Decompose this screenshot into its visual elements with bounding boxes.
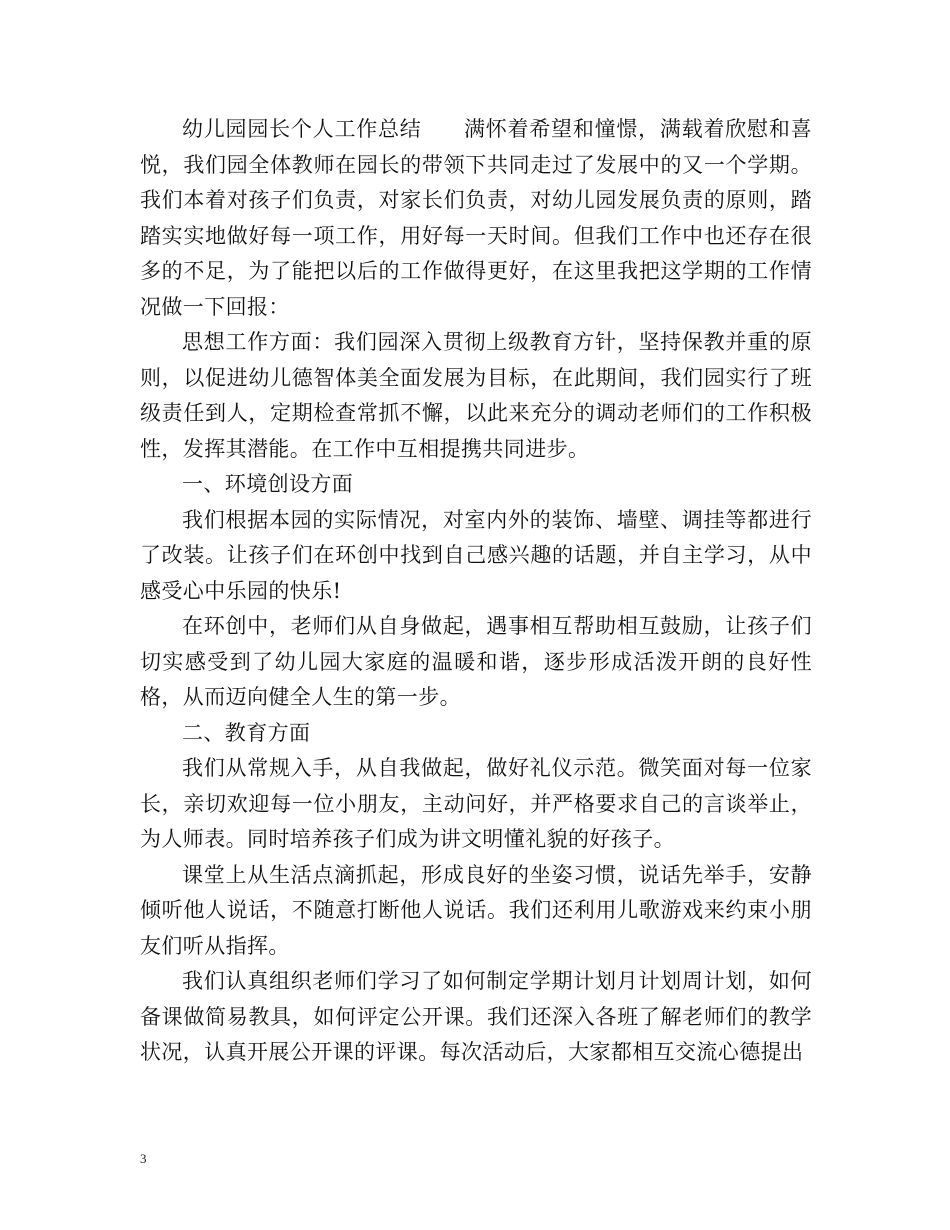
- page-number: 3: [140, 1151, 147, 1166]
- paragraph: 我们根据本园的实际情况，对室内外的装饰、墙壁、调挂等都进行了改装。让孩子们在环创中找到自己感兴趣的话题，并自主学习，从中感受心中乐园的快乐!: [140, 507, 812, 603]
- paragraph: 课堂上从生活点滴抓起，形成良好的坐姿习惯，说话先举手，安静倾听他人说话，不随意打断他人说话。我们还利用儿歌游戏来约束小朋友们听从指挥。: [140, 862, 812, 958]
- section-heading: 二、教育方面: [182, 720, 311, 745]
- paragraph: 我们认真组织老师们学习了如何制定学期计划月计划周计划，如何备课做简易教具，如何评定公开课。我们还深入各班了解老师们的教学状况，认真开展公开课的评课。每次活动后，大家都相互交流心德提出: [140, 969, 812, 1064]
- paragraph: 我们从常规入手，从自我做起，做好礼仪示范。微笑面对每一位家长，亲切欢迎每一位小朋友，主动问好，并严格要求自己的言谈举止，为人师表。同时培养孩子们成为讲文明懂礼貌的好孩子。: [140, 756, 812, 851]
- intro-paragraph: [140, 112, 812, 325]
- document-body: [140, 112, 812, 1071]
- paragraph: 思想工作方面：我们园深入贯彻上级教育方针，坚持保教并重的原则，以促进幼儿德智体美全面发展为目标，在此期间，我们园实行了班级责任到人，定期检查常抓不懈，以此来充分的调动老师们的工作积极性，发挥其潜能。在工作中互相提携共同进步。: [140, 330, 812, 461]
- document-title: 幼儿园园长个人工作总结: [182, 117, 422, 141]
- section-heading: 一、环境创设方面: [182, 472, 354, 496]
- paragraph-text: 满怀着希望和憧憬，满载着欣慰和喜悦，我们园全体教师在园长的带领下共同走过了发展中的又一个学期。我们本着对孩子们负责，对家长们负责，对幼儿园发展负责的原则，踏踏实实地做好每一项工作，用好每一天时间。但我们工作中也还存在很多的不足，为了能把以后的工作做得更好，在这里我把这学期的工作情况做一下回报：: [140, 117, 812, 319]
- paragraph: 在环创中，老师们从自身做起，遇事相互帮助相互鼓励，让孩子们切实感受到了幼儿园大家庭的温暖和谐，逐步形成活泼开朗的良好性格，从而迈向健全人生的第一步。: [140, 614, 812, 709]
